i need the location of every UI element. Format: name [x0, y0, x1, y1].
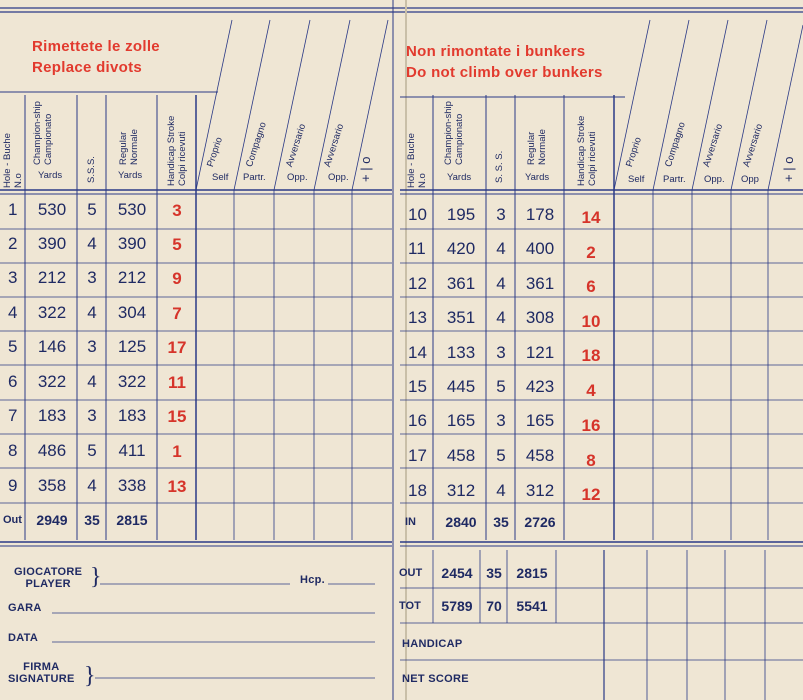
championship-yards: 351	[446, 308, 476, 327]
sss: 4	[496, 274, 506, 293]
slogan-left	[32, 36, 160, 78]
handicap-stroke: 5	[172, 235, 182, 254]
championship-yards: 212	[37, 268, 67, 287]
hdr-regular-right: Regular Normale	[526, 129, 548, 165]
regular-yards: 121	[525, 343, 555, 362]
hole-number: 11	[408, 239, 426, 258]
total-summary-sss: 70	[486, 598, 502, 614]
total-summary-label: TOT	[399, 600, 421, 612]
championship-yards: 322	[37, 372, 67, 391]
championship-yards: 361	[446, 274, 476, 293]
data-label: DATA	[8, 632, 39, 644]
hdr-champ-yards-left: Yards	[38, 170, 63, 181]
hdr-opp-short-right: Opp	[741, 174, 759, 185]
in-regular-total: 2726	[524, 514, 556, 530]
handicap-stroke: 7	[172, 304, 182, 323]
hdr-compagno-left: Compagno	[244, 120, 269, 169]
sss: 3	[496, 343, 506, 362]
hdr-proprio-right: Proprio	[624, 135, 644, 169]
hcp-label: Hcp.	[300, 574, 326, 586]
out-regular-total: 2815	[116, 512, 148, 528]
out-summary-regular: 2815	[516, 565, 548, 581]
regular-yards: 530	[117, 200, 147, 219]
hole-number: 10	[408, 205, 427, 224]
regular-yards: 212	[117, 268, 147, 287]
championship-yards: 445	[446, 377, 476, 396]
regular-yards: 178	[525, 205, 555, 224]
sss: 4	[87, 372, 97, 391]
hole-number: 15	[408, 377, 427, 396]
out-summary-sss: 35	[486, 565, 502, 581]
championship-yards: 322	[37, 303, 67, 322]
hdr-opp2-left: Opp.	[328, 172, 349, 183]
hdr-opp1-left: Opp.	[287, 172, 308, 183]
hdr-opp1-right: Opp.	[704, 174, 725, 185]
hdr-hole-right: Hole - Buche N.o	[406, 133, 428, 188]
handicap-stroke: 10	[581, 312, 601, 331]
hole-number: 5	[8, 337, 18, 356]
slogan-left-it: Rimettete le zolle	[32, 38, 160, 55]
championship-yards: 183	[37, 406, 67, 425]
hole-number: 14	[408, 343, 427, 362]
regular-yards: 183	[117, 406, 147, 425]
hdr-sss-right: S. S. S.	[494, 150, 505, 183]
out-summary-label: OUT	[399, 567, 423, 579]
sss: 3	[87, 406, 97, 425]
sss: 3	[87, 268, 97, 287]
slogan-right	[406, 41, 603, 83]
regular-yards: 322	[117, 372, 147, 391]
championship-yards: 390	[37, 234, 67, 253]
handicap-stroke: 9	[172, 269, 182, 288]
sss: 5	[496, 446, 506, 465]
hdr-partr-right: Partr.	[663, 174, 686, 185]
handicap-stroke: 12	[581, 485, 601, 504]
sss: 5	[496, 377, 506, 396]
out-sss-total: 35	[84, 512, 100, 528]
hdr-regular-yards-right: Yards	[525, 172, 550, 183]
signature-label: FIRMA SIGNATURE	[8, 661, 75, 685]
championship-yards: 530	[37, 200, 67, 219]
regular-yards: 423	[525, 377, 555, 396]
in-label: IN	[405, 516, 416, 528]
hole-number: 3	[8, 268, 18, 287]
hdr-hole-left: Hole - Buche N.o	[2, 133, 24, 188]
gara-label: GARA	[8, 602, 42, 614]
hdr-plusminus-right: + | o	[781, 156, 796, 182]
handicap-stroke: 11	[168, 373, 186, 392]
svg-text:}: }	[84, 663, 96, 689]
hdr-sss-left: S.S.S.	[86, 156, 97, 183]
hole-number: 18	[408, 481, 427, 500]
hdr-handicap-left: Handicap Stroke Colpi ricevuti	[166, 115, 188, 186]
svg-text:}: }	[90, 564, 102, 590]
hdr-champ-right: Champion-ship Campionato	[443, 101, 465, 165]
total-summary-champ: 5789	[441, 598, 473, 614]
championship-yards: 486	[37, 441, 67, 460]
net-score-label: NET SCORE	[402, 673, 469, 685]
sss: 3	[87, 337, 97, 356]
handicap-label: HANDICAP	[402, 638, 463, 650]
hdr-plusminus-left: + | o	[358, 156, 373, 182]
player-label: GIOCATORE PLAYER	[14, 566, 83, 590]
handicap-stroke: 3	[172, 201, 182, 220]
hole-number: 8	[8, 441, 18, 460]
hole-number: 4	[8, 303, 18, 322]
regular-yards: 312	[525, 481, 555, 500]
hdr-avversario2-right: Avversario	[741, 122, 766, 169]
handicap-stroke: 1	[172, 442, 182, 461]
hole-number: 7	[8, 406, 18, 425]
sss: 5	[87, 200, 97, 219]
hdr-champ-left: Champion-ship Campionato	[32, 101, 54, 165]
handicap-stroke: 2	[586, 243, 596, 262]
hole-number: 17	[408, 446, 427, 465]
regular-yards: 304	[117, 303, 147, 322]
hdr-avversario2-left: Avversario	[322, 122, 347, 169]
sss: 4	[496, 308, 506, 327]
hole-number: 9	[8, 476, 18, 495]
sss: 4	[496, 239, 506, 258]
hole-number: 1	[8, 200, 18, 219]
championship-yards: 146	[37, 337, 67, 356]
regular-yards: 400	[525, 239, 555, 258]
sss: 5	[87, 441, 97, 460]
hdr-self-right: Self	[628, 174, 645, 185]
hdr-champ-yards-right: Yards	[447, 172, 472, 183]
regular-yards: 458	[525, 446, 555, 465]
hole-number: 13	[408, 308, 427, 327]
sss: 4	[496, 481, 506, 500]
slogan-right-en: Do not climb over bunkers	[406, 64, 603, 81]
hdr-avversario1-right: Avversario	[701, 122, 726, 169]
slogan-right-it: Non rimontate i bunkers	[406, 43, 586, 60]
championship-yards: 458	[446, 446, 476, 465]
regular-yards: 338	[117, 476, 147, 495]
championship-yards: 165	[446, 411, 476, 430]
total-summary-regular: 5541	[516, 598, 548, 614]
in-sss-total: 35	[493, 514, 509, 530]
sss: 3	[496, 205, 506, 224]
hdr-self-left: Self	[212, 172, 229, 183]
championship-yards: 195	[446, 205, 476, 224]
hdr-avversario1-left: Avversario	[284, 122, 309, 169]
hdr-proprio-left: Proprio	[205, 135, 225, 169]
out-summary-champ: 2454	[441, 565, 473, 581]
handicap-stroke: 15	[167, 407, 187, 426]
out-championship-total: 2949	[36, 512, 68, 528]
championship-yards: 358	[37, 476, 67, 495]
in-championship-total: 2840	[445, 514, 477, 530]
hole-number: 2	[8, 234, 18, 253]
handicap-stroke: 16	[581, 416, 601, 435]
out-label: Out	[3, 514, 22, 526]
hole-number: 12	[408, 274, 427, 293]
regular-yards: 390	[117, 234, 147, 253]
slogan-left-en: Replace divots	[32, 59, 143, 76]
hole-number: 16	[408, 411, 427, 430]
handicap-stroke: 4	[586, 381, 596, 400]
hdr-compagno-right: Compagno	[663, 120, 688, 169]
hdr-regular-left: Regular Normale	[118, 129, 140, 165]
handicap-stroke: 8	[586, 451, 596, 470]
handicap-stroke: 13	[167, 477, 187, 496]
sss: 4	[87, 234, 97, 253]
hdr-regular-yards-left: Yards	[118, 170, 143, 181]
sss: 4	[87, 476, 97, 495]
hole-number: 6	[8, 372, 18, 391]
hdr-partr-left: Partr.	[243, 172, 266, 183]
championship-yards: 312	[446, 481, 476, 500]
handicap-stroke: 18	[581, 346, 601, 365]
regular-yards: 361	[525, 274, 555, 293]
regular-yards: 411	[118, 441, 146, 460]
championship-yards: 133	[446, 343, 476, 362]
handicap-stroke: 17	[167, 338, 187, 357]
sss: 4	[87, 303, 97, 322]
handicap-stroke: 6	[586, 277, 596, 296]
sss: 3	[496, 411, 506, 430]
championship-yards: 420	[446, 239, 476, 258]
regular-yards: 165	[525, 411, 555, 430]
regular-yards: 125	[117, 337, 147, 356]
handicap-stroke: 14	[581, 208, 601, 227]
hdr-handicap-right: Handicap Stroke Colpi ricevuti	[576, 115, 598, 186]
regular-yards: 308	[525, 308, 555, 327]
